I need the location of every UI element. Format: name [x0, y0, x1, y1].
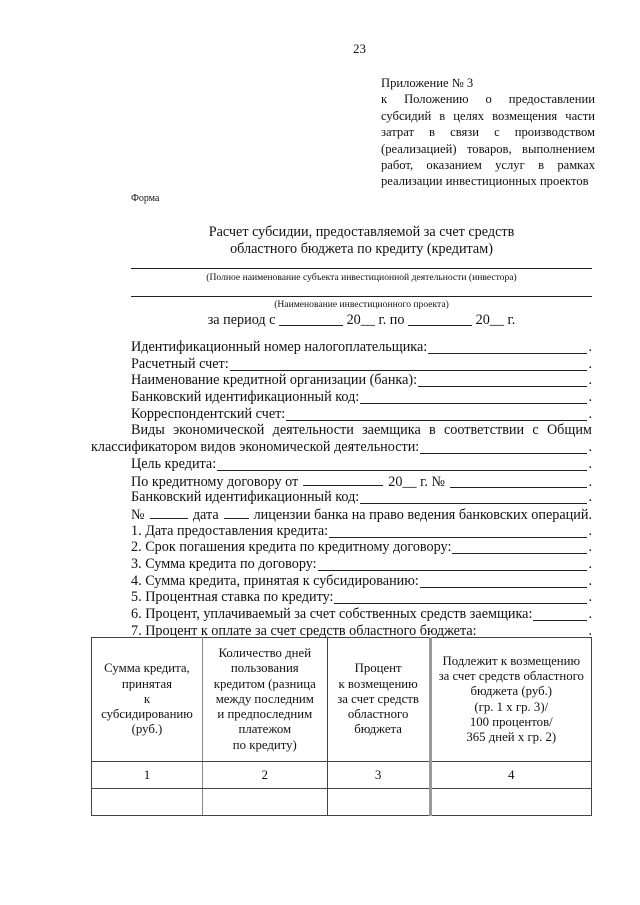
header-text: за счет средств областного [438, 668, 584, 683]
header-text: (руб.) [131, 722, 163, 737]
header-text: (гр. 1 x гр. 3)/ [474, 699, 549, 714]
column-number: 1 [92, 762, 203, 789]
okved-word: деятельности [272, 422, 354, 439]
okved-word: экономической [173, 422, 265, 439]
contract-number-field[interactable] [450, 475, 587, 488]
header-text: Процент [354, 661, 402, 676]
item3-field[interactable] [318, 558, 588, 571]
appendix-line: субсидий в целях возмещения части [381, 108, 595, 123]
item5-label: 5. Процентная ставка по кредиту: [131, 589, 334, 606]
loan-amount-cell[interactable] [92, 789, 203, 816]
appendix-header [381, 75, 595, 190]
header-text: Сумма кредита, [104, 661, 190, 676]
bik-field[interactable] [360, 391, 587, 404]
okved-field[interactable] [420, 441, 587, 454]
okved-row-2: классификатором видов экономической деятельности: . [91, 439, 592, 456]
contract-row: По кредитному договору от 20__ г. № . [131, 473, 592, 490]
account-field[interactable] [230, 358, 588, 371]
column-number: 2 [202, 762, 327, 789]
header-cell-loan-amount [92, 638, 203, 762]
purpose-field[interactable] [217, 458, 587, 471]
corr-account-row: Корреспондентский счет: . [131, 405, 592, 422]
inn-label: Идентификационный номер налогоплательщика: [131, 339, 428, 355]
appendix-line: затрат в связи с производством [381, 125, 595, 140]
header-text: к возмещению [338, 676, 418, 691]
bik-label: Банковский идентификационный код: [131, 389, 360, 406]
license-row [131, 506, 592, 523]
item6-label: 6. Процент, уплачиваемый за счет собственных средств заемщика: [131, 606, 533, 622]
okved-word: с [532, 422, 539, 439]
table-row [92, 789, 592, 816]
period-line [131, 312, 592, 329]
reimbursement-cell[interactable] [430, 789, 591, 816]
header-text: областного [347, 707, 409, 722]
item4-label: 4. Сумма кредита, принятая к субсидированию: [131, 572, 419, 589]
item7-label: 7. Процент к оплате за счет средств областного бюджета: [131, 622, 477, 639]
appendix-line: работ, оказанием услуг в рамках [381, 158, 595, 173]
period-prefix: за период с [207, 312, 276, 328]
okved-row-1 [131, 422, 592, 439]
bik2-label: Банковский идентификационный код: [131, 489, 360, 506]
header-cell-days [202, 638, 327, 762]
period-start-field[interactable] [279, 313, 343, 326]
item4-field[interactable] [420, 575, 588, 588]
appendix-line: (реализацией) товаров, выполнением [381, 141, 595, 156]
bik2-row: Банковский идентификационный код: . [131, 489, 592, 506]
header-text: 365 дней x гр. 2) [466, 730, 557, 745]
item5-field[interactable] [334, 591, 587, 604]
license-number-field[interactable] [150, 506, 188, 519]
contract-year-label: 20__ г. № [388, 473, 446, 490]
item2-field[interactable] [452, 541, 587, 554]
form-label: Форма [131, 193, 160, 204]
item3-row: 3. Сумма кредита по договору: . [131, 555, 592, 572]
item2-label: 2. Срок погашения кредита по кредитному договору: [131, 539, 452, 556]
period-end-field[interactable] [408, 313, 472, 326]
purpose-label: Цель кредита: [131, 455, 217, 472]
header-text: принятая [121, 676, 173, 691]
period-year1: 20__ г. по [346, 312, 405, 328]
okved-word: заемщика [362, 422, 421, 439]
bank-name-field[interactable] [418, 374, 587, 387]
bank-name-label: Наименование кредитной организации (банка): [131, 372, 418, 389]
contract-label: По кредитному договору от [131, 473, 299, 490]
header-text: между последним [215, 691, 314, 706]
okved-word: Виды [131, 422, 165, 439]
header-cell-reimbursement [430, 638, 591, 762]
investor-name-field[interactable] [131, 268, 592, 269]
header-text: Количество дней [218, 645, 312, 660]
column-number: 3 [327, 762, 430, 789]
document-title [131, 224, 592, 258]
subsidy-calculation-table [91, 637, 592, 816]
item1-field[interactable] [329, 525, 587, 538]
page-number: 23 [353, 41, 366, 56]
item3-label: 3. Сумма кредита по договору: [131, 555, 317, 572]
table-header-row [92, 638, 592, 762]
corr-account-label: Корреспондентский счет: [131, 405, 286, 422]
title-line-2: областного бюджета по кредиту (кредитам) [230, 241, 493, 257]
bank-name-row: Наименование кредитной организации (банка): . [131, 372, 592, 389]
project-name-field[interactable] [131, 296, 592, 297]
contract-date-field[interactable] [303, 473, 383, 486]
account-label: Расчетный счет: [131, 355, 229, 372]
header-cell-percent [327, 638, 430, 762]
header-text: к [143, 691, 151, 706]
inn-row: Идентификационный номер налогоплательщика: . [131, 339, 592, 355]
item6-field[interactable] [533, 608, 587, 621]
header-text: 100 процентов/ [469, 714, 553, 729]
item7-field[interactable] [478, 625, 588, 638]
item5-row: 5. Процентная ставка по кредиту: . [131, 589, 592, 606]
item1-label: 1. Дата предоставления кредита: [131, 522, 329, 539]
header-text: и предпоследним [217, 707, 313, 722]
license-date-label: дата [192, 506, 219, 523]
license-date-field[interactable] [224, 506, 249, 519]
header-text: субсидированию [101, 707, 193, 722]
header-text: Подлежит к возмещению [442, 653, 581, 668]
okved-label: классификатором видов экономической деятельности: [91, 439, 420, 456]
appendix-line: к Положению о предоставлении [381, 92, 595, 107]
column-number: 4 [430, 762, 591, 789]
bik2-field[interactable] [360, 491, 587, 504]
project-name-caption: (Наименование инвестиционного проекта) [274, 299, 449, 310]
percent-cell[interactable] [327, 789, 430, 816]
bik-row: Банковский идентификационный код: . [131, 389, 592, 406]
header-text: кредитом (разница [213, 676, 316, 691]
license-no-label: № [131, 506, 145, 523]
license-suffix: лицензии банка на право ведения банковских операций. [253, 506, 592, 523]
corr-account-field[interactable] [286, 408, 587, 421]
appendix-title: Приложение № 3 [381, 76, 474, 90]
okved-word: соответствии [443, 422, 525, 439]
header-text: по кредиту) [232, 737, 297, 752]
okved-word: в [429, 422, 436, 439]
days-cell[interactable] [202, 789, 327, 816]
form-fields [91, 339, 592, 639]
item1-row: 1. Дата предоставления кредита: . [131, 522, 592, 539]
inn-field[interactable] [428, 341, 587, 354]
period-year2: 20__ г. [475, 312, 516, 328]
investor-name-caption: (Полное наименование субъекта инвестиционной деятельности (инвестора) [206, 272, 517, 283]
header-text: платежом [238, 722, 292, 737]
item6-row: 6. Процент, уплачиваемый за счет собственных средств заемщика: . [131, 606, 592, 622]
header-text: пользования [230, 661, 299, 676]
header-text: бюджета [354, 722, 402, 737]
account-row: Расчетный счет: . [131, 355, 592, 372]
title-line-1: Расчет субсидии, предоставляемой за счет средств [208, 224, 515, 240]
item4-row: 4. Сумма кредита, принятая к субсидированию: . [131, 572, 592, 589]
appendix-line: реализации инвестиционных проектов [381, 174, 589, 189]
header-text: за счет средств [337, 691, 419, 706]
column-number-row [92, 762, 592, 789]
item7-row: 7. Процент к оплате за счет средств областного бюджета: . [131, 622, 592, 639]
header-text: бюджета (руб.) [470, 684, 553, 699]
item2-row: 2. Срок погашения кредита по кредитному договору: . [131, 539, 592, 556]
purpose-row: Цель кредита: . [131, 455, 592, 472]
okved-word: Общим [546, 422, 592, 439]
